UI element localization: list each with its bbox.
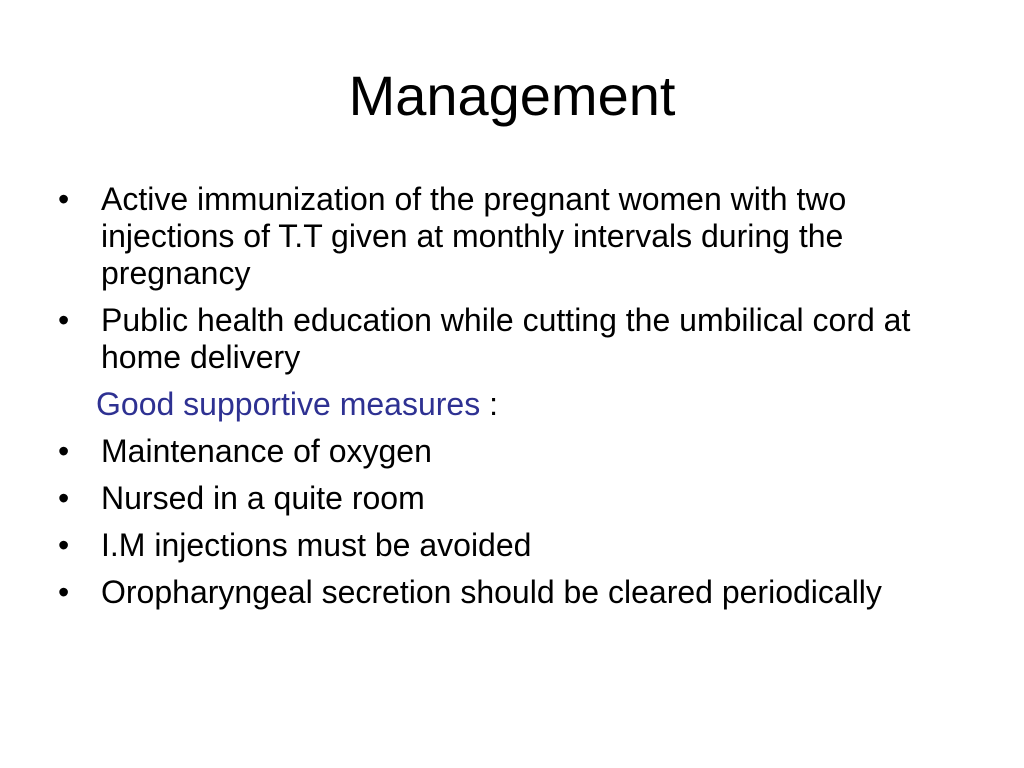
slide-content — [58, 181, 978, 621]
bullet-text: Public health education while cutting the umbilical cord at home delivery — [101, 302, 911, 375]
bullet-text: I.M injections must be avoided — [101, 527, 532, 563]
bullet-item — [58, 574, 978, 611]
bullet-item — [58, 480, 978, 517]
bullet-dot-icon: • — [58, 527, 70, 563]
bullet-dot-icon: • — [58, 574, 70, 610]
bullet-text: Nursed in a quite room — [101, 480, 425, 516]
bullet-dot-icon: • — [58, 433, 70, 469]
section-subheading — [58, 386, 978, 423]
bullet-item — [58, 181, 978, 292]
slide-title: Management — [348, 64, 676, 127]
bullet-text: Maintenance of oxygen — [101, 433, 432, 469]
subheading-text: Good supportive measures — [96, 386, 481, 422]
bullet-dot-icon: • — [58, 181, 70, 217]
bullet-dot-icon: • — [58, 480, 70, 516]
subheading-colon: : — [480, 386, 498, 422]
bullet-text: Active immunization of the pregnant women with two injections of T.T given at monthly intervals during the pregnancy — [101, 181, 847, 291]
bullet-item — [58, 433, 978, 470]
bullet-item — [58, 302, 978, 376]
bullet-item — [58, 527, 978, 564]
bullet-text: Oropharyngeal secretion should be cleared periodically — [101, 574, 882, 610]
bullet-dot-icon: • — [58, 302, 70, 338]
